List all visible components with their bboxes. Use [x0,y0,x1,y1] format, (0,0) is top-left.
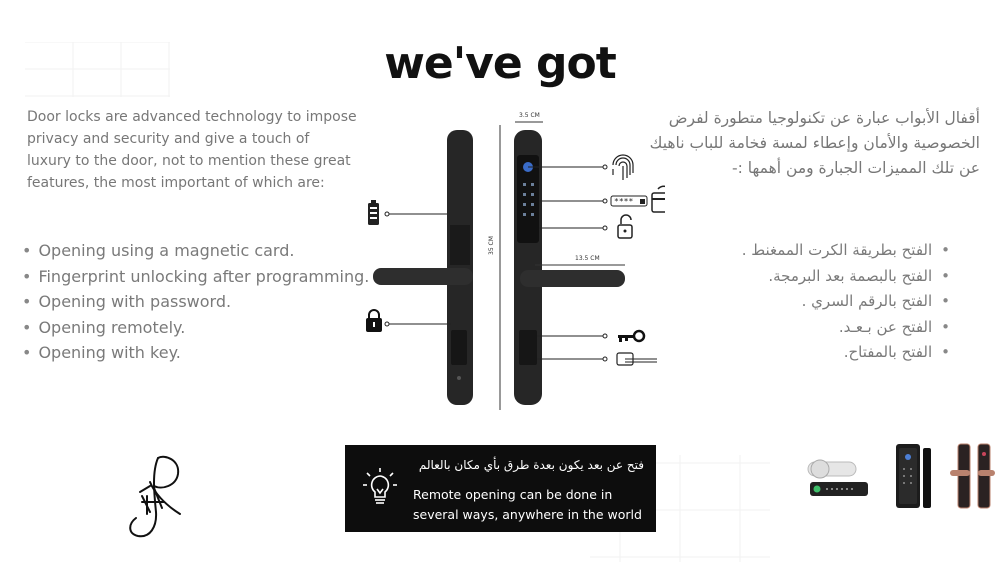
height-dimension-label: 35 CM [488,236,495,255]
intro-text-english: Door locks are advanced technology to impose privacy and security and give a touch of luxury to the door, not to mention these great features, the most important of which are: [27,109,357,191]
width-dimension-label: 3.5 CM [519,112,540,119]
key-card-icon [617,353,657,365]
product-rose-gold-lock [950,444,995,508]
password-field-icon [611,196,647,206]
battery-icon [368,200,379,225]
lock-front-view [514,130,625,405]
feature-item: • الفتح بالبصمة بعد البرمجة. [742,264,950,290]
feature-item: • Fingerprint unlocking after programming. [22,264,369,290]
feature-item: • الفتح عن بـعـد. [742,315,950,341]
banner-text-arabic: فتح عن بعد يكون بعدة طرق بأي مكان بالعالم [418,458,644,472]
intro-text-arabic: أقفال الأبواب عبارة عن تكنولوجيا متطورة لفرض الخصوصية والأمان وإعطاء لمسة فخامة للباب ناهيك عن تلك المميزات الجبارة ومن أهمها :- [649,109,980,177]
remote-opening-banner [345,445,656,532]
brand-logo [120,452,195,542]
wifi-card-icon [652,186,665,212]
feature-item: • Opening remotely. [22,315,369,341]
feature-item: • Opening with password. [22,289,369,315]
feature-item: • الفتح بطريقة الكرت الممغنط . [742,238,950,264]
unlock-icon [618,215,632,238]
product-glass-panel-lock [896,444,931,508]
lightbulb-icon [363,467,397,509]
feature-item: • Opening using a magnetic card. [22,238,369,264]
banner-text-english: Remote opening can be done in several ways, anywhere in the world [413,487,642,522]
product-handle-lock [808,460,868,496]
features-list-english [22,238,369,366]
features-list-arabic [742,238,950,366]
product-thumbnails [800,440,995,515]
fingerprint-icon [613,155,633,180]
door-lock-diagram [355,105,665,415]
padlock-icon [366,310,382,332]
handle-dimension-label: 13.5 CM [575,255,600,262]
page-title: we've got [384,38,616,89]
password-mask-text: **** [614,197,634,206]
key-icon [618,331,644,342]
feature-item: • Opening with key. [22,340,369,366]
feature-item: • الفتح بالمفتاح. [742,340,950,366]
feature-item: • الفتح بالرقم السري . [742,289,950,315]
lock-back-view [373,130,473,405]
